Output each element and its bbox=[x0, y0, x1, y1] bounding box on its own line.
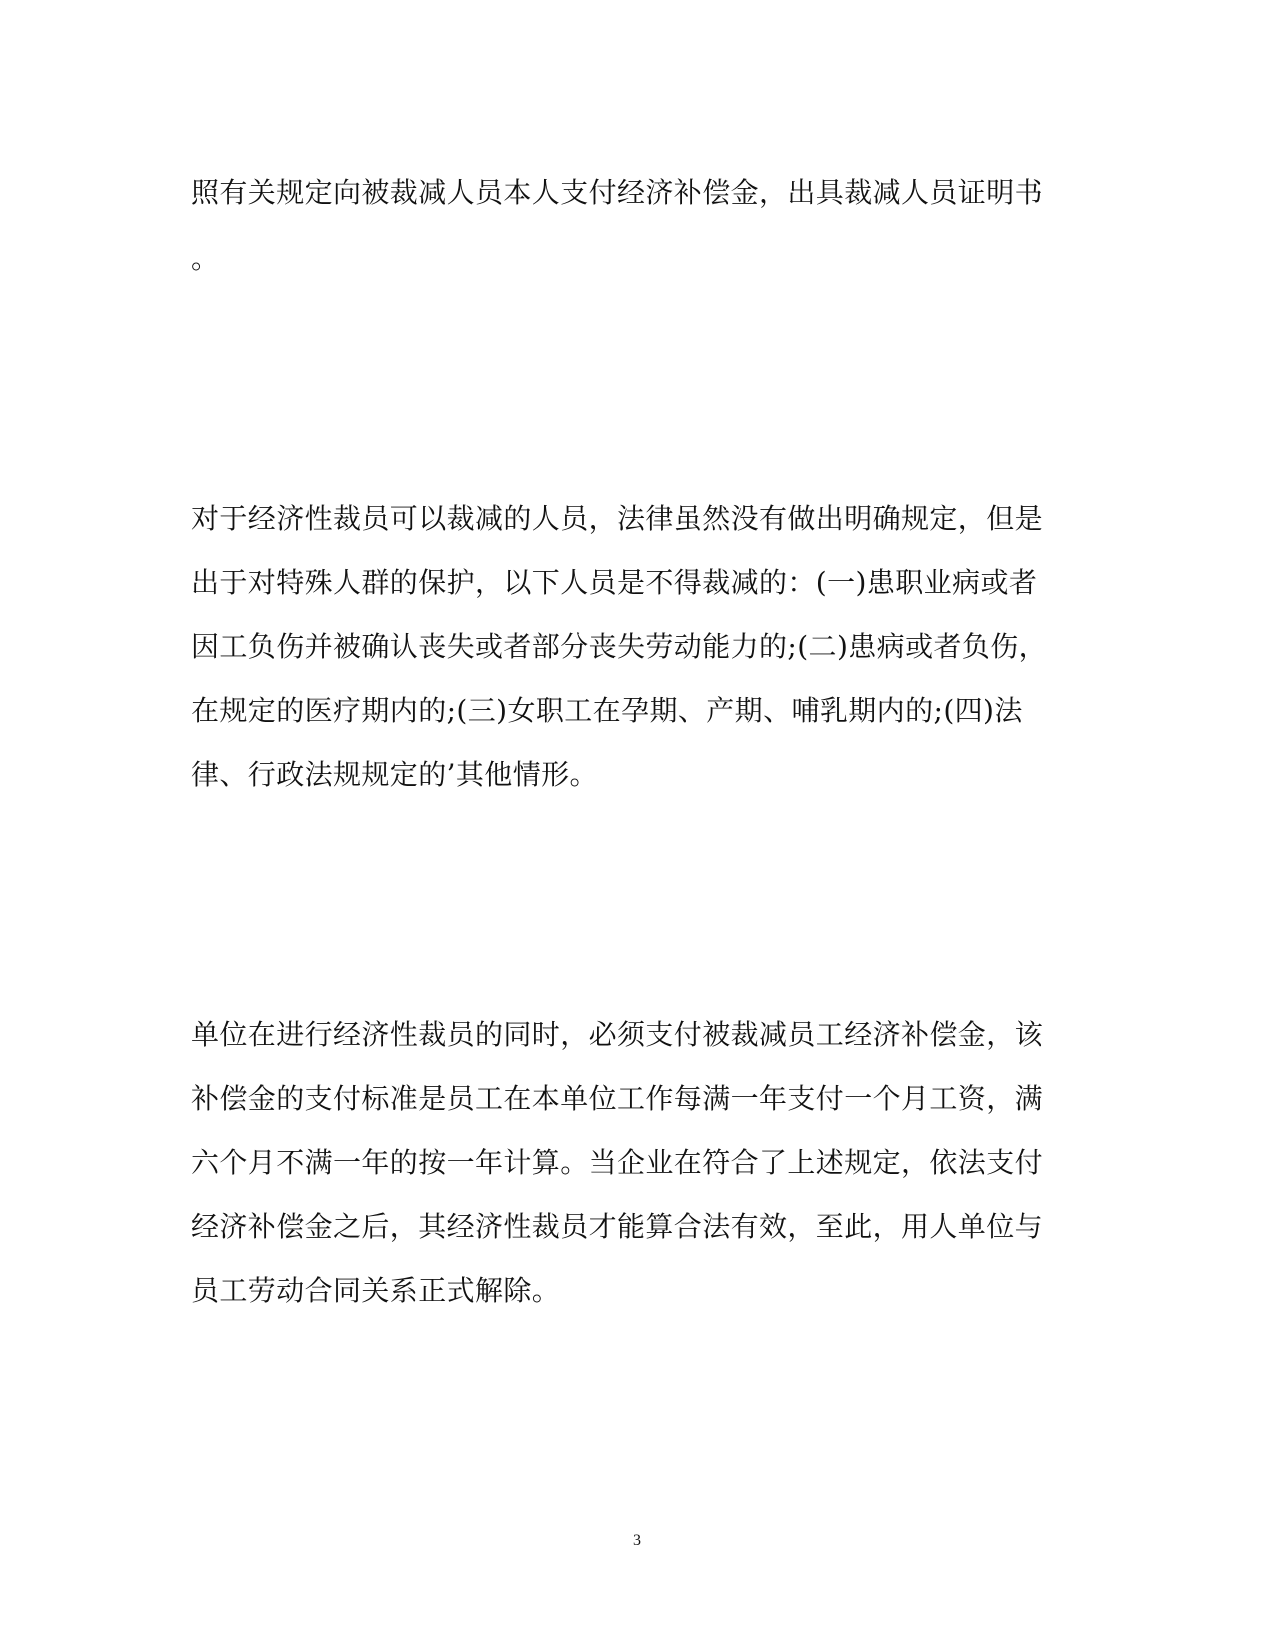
text-line: 在规定的医疗期内的;(三)女职工在孕期、产期、哺乳期内的;(四)法 bbox=[191, 694, 1023, 727]
text-line: 照有关规定向被裁减人员本人支付经济补偿金，出具裁减人员证明书 bbox=[191, 176, 1044, 209]
text-line: 补偿金的支付标准是员工在本单位工作每满一年支付一个月工资，满 bbox=[191, 1082, 1044, 1115]
text-line: 因工负伤并被确认丧失或者部分丧失劳动能力的;(二)患病或者负伤， bbox=[191, 630, 1048, 663]
page-number: 3 bbox=[633, 1532, 641, 1549]
text-line: 经济补偿金之后，其经济性裁员才能算合法有效，至此，用人单位与 bbox=[191, 1210, 1044, 1243]
text-line: 单位在进行经济性裁员的同时，必须支付被裁减员工经济补偿金，该 bbox=[191, 1018, 1044, 1051]
text-line: 对于经济性裁员可以裁减的人员，法律虽然没有做出明确规定，但是 bbox=[191, 502, 1044, 535]
text-line: 。 bbox=[191, 242, 220, 275]
text-line: 员工劳动合同关系正式解除。 bbox=[191, 1274, 561, 1307]
text-line: 律、行政法规规定的’其他情形。 bbox=[191, 758, 598, 791]
text-line: 六个月不满一年的按一年计算。当企业在符合了上述规定，依法支付 bbox=[191, 1146, 1044, 1179]
text-line: 出于对特殊人群的保护，以下人员是不得裁减的：(一)患职业病或者 bbox=[191, 566, 1038, 599]
